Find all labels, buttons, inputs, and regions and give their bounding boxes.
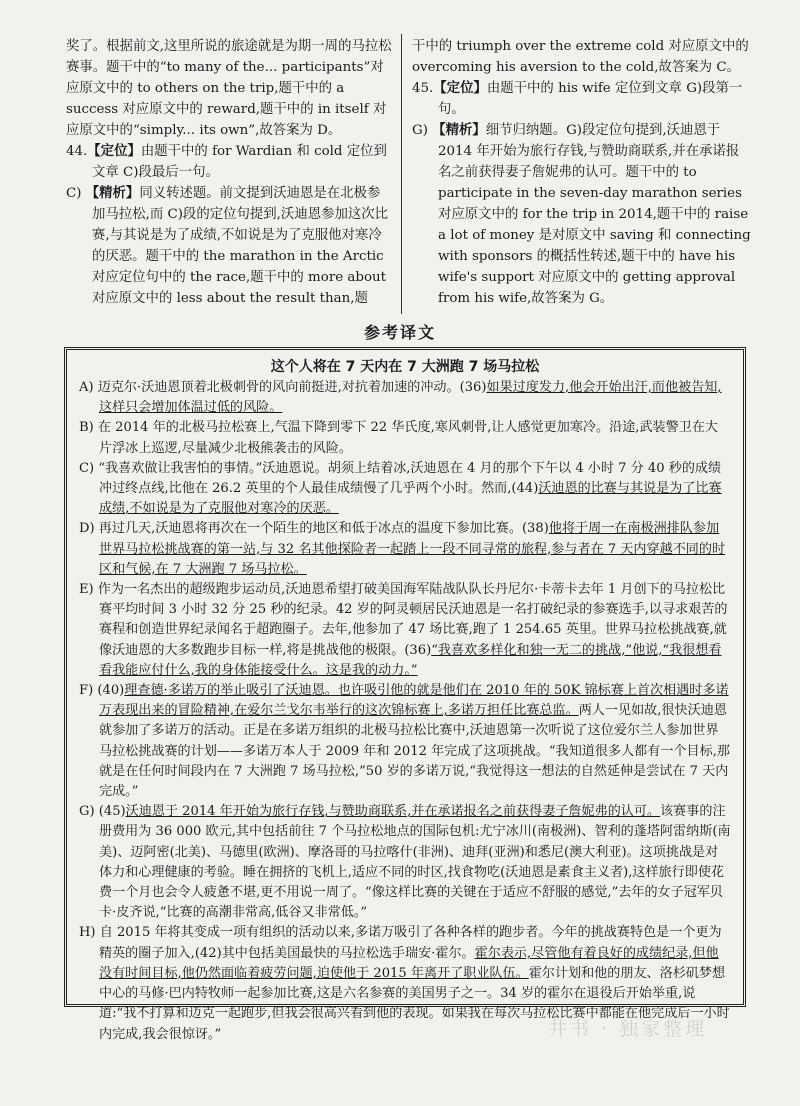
paragraph-b [79, 418, 731, 458]
paragraph-f [79, 681, 731, 802]
question-number: 44. [66, 144, 88, 159]
paragraph-text: 在 2014 年的北极马拉松赛上,气温下降到零下 22 华氏度,寒风刺骨,让人感觉更加寒冷。沿途,武装警卫在大片浮冰上巡逻,尽量减少北极熊袭击的风险。 [97, 420, 719, 456]
answer-paragraph: 奖了。根据前文,这里所说的旅途就是为期一周的马拉松赛事。题干中的“to many of the... participants”对应原文中的 to others on the trip,题干中的 a success 对应原文中的 reward,题干中的 in itself 对应原文中的“simply... its own”,故答案为 D。 [66, 39, 392, 138]
question-44-analysis [66, 183, 392, 309]
paragraph-e [79, 580, 731, 681]
paragraph-label: B) [79, 420, 94, 436]
question-44-locate [66, 141, 392, 183]
underlined-text: 如果过度发力,他会开始出汗,而他被告知,这样只会增加体温过低的风险。 [99, 380, 722, 416]
paragraph-text: 该赛事的注册费用为 36 000 欧元,其中包括前往 7 个马拉松地点的国际包机:尤宁冰川(南极洲)、智利的蓬塔阿雷纳斯(南美)、迈阿密(北美)、马德里(欧洲)、摩洛哥的马拉喀什(非洲)、迪拜(亚洲)和悉尼(澳大利亚)。这项挑战是对体力和心理健康的考验。睡在拥挤的飞机上,适应不同的时区,找食物吃(沃迪恩是素食主义者),这样旅行即使花费一个月也会令人疲惫不堪,更不用说一周了。“像这样比赛的关键在于适应不舒服的感觉,”去年的女子冠军贝卡·皮齐说,“比赛的高潮非常高,低谷又非常低。” [99, 804, 731, 921]
underlined-text: 他将于周一在南极洲排队参加世界马拉松挑战赛的第一站,与 32 名其他探险者一起踏上一段不同寻常的旅程,参与者在 7 天内穿越不同的时区和气候,在 7 大洲跑 7 场马拉松。 [99, 521, 726, 577]
right-column [412, 36, 752, 309]
analysis-tag: 【精析】 [432, 122, 486, 138]
paragraph-text: 霍尔计划和他的朋友、洛杉矶梦想中心的马修·巴内特牧师一起参加比赛,这是六名参赛的美国男子之一。34 岁的霍尔在退役后开始举重,说道:“我不打算和迈克一起跑步,但我会很高兴看到他的表现。如果我在每次马拉松比赛中都能在他完成后一小时内完成,我会很惊讶。” [99, 965, 730, 1042]
paragraph-text: 再过几天,沃迪恩将再次在一个陌生的地区和低于冰点的温度下参加比赛。(38) [98, 521, 549, 537]
paragraph-text: “我喜欢做让我害怕的事情。”沃迪恩说。胡须上结着冰,沃迪恩在 4 月的那个下午以 4 小时 7 分 40 秒的成绩冲过终点线,比他在 26.2 英里的个人最佳成绩慢了几乎两个小时。然而,(44) [98, 460, 722, 497]
paragraph-text: 自 2015 年将其变成一项有组织的活动以来,多诺万吸引了各种各样的跑步者。今年的挑战赛特色是一个更为精英的圈子加入,(42)其中包括美国最快的马拉松选手瑞安·霍尔。 [99, 925, 722, 961]
locate-text: 由题干中的 his wife 定位到文章 G)段第一句。 [438, 81, 743, 117]
underlined-text: 沃迪恩于 2014 年开始为旅行存钱,与赞助商联系,并在承诺报名之前获得妻子詹妮弗的认可。 [125, 804, 661, 820]
paragraph-label: G) [79, 804, 95, 820]
paragraph-label: D) [79, 521, 95, 537]
paragraph-label: E) [79, 582, 94, 598]
question-marker: (45) [98, 804, 126, 820]
locate-tag: 【定位】 [433, 80, 487, 96]
underlined-text: 理查德·多诺万的举止吸引了沃迪恩。也许吸引他的就是他们在 2010 年的 50K 锦标赛上首次相遇时多诺万表现出来的冒险精神,在爱尔兰戈尔韦举行的这次锦标赛上,多诺万担任比赛总监。 [99, 683, 729, 719]
locate-tag: 【定位】 [87, 143, 141, 159]
underlined-text: 沃迪恩的比赛与其说是为了比赛成绩,不如说是为了克服他对寒冷的厌恶。 [99, 481, 722, 517]
analysis-text: 细节归纳题。G)段定位句提到,沃迪恩于 2014 年开始为旅行存钱,与赞助商联系,并在承诺报名之前获得妻子詹妮弗的认可。题干中的 to participate in the seven-day marathon series 对应原文中的 for the trip in 2014,题干中的 raise a lot of money 是对原文中 saving 和 connecting with sponsors 的概括性转述,题干中的 have his wife's support 对应原文中的 getting approval from his wife,故答案为 G。 [438, 123, 751, 306]
analysis-tag: 【精析】 [85, 185, 140, 201]
translation-title: 这个人将在 7 天内在 7 大洲跑 7 场马拉松 [270, 359, 540, 375]
paragraph-c [79, 459, 731, 520]
watermark: 井书 · 独家整理 [548, 1018, 708, 1040]
question-45-analysis [412, 120, 752, 309]
answer-letter: G) [412, 123, 428, 138]
analysis-text: 同义转述题。前文提到沃迪恩是在北极参加马拉松,而 C)段的定位句提到,沃迪恩参加这次比赛,与其说是为了成绩,不如说是为了克服他对寒冷的厌恶。题干中的 the marathon in the Arctic 对应定位句中的 the race,题干中的 more about 对应原文中的 less about the result than,题 [92, 186, 389, 306]
paragraph-label: A) [79, 380, 94, 395]
question-45-locate [412, 78, 752, 120]
locate-text: 由题干中的 for Wardian 和 cold 定位到文章 C)段最后一句。 [92, 144, 387, 180]
question-number: 45. [412, 81, 434, 96]
paragraph-text: 迈克尔·沃迪恩顶着北极刺骨的风向前挺进,对抗着加速的冲动。(36) [97, 380, 487, 395]
paragraph-label: C) [79, 460, 95, 476]
paragraph-label: F) [79, 683, 94, 699]
question-marker: (40) [97, 683, 125, 699]
column-divider [401, 34, 402, 314]
paragraph-text: 两人一见如故,很快沃迪恩就参加了多诺万的活动。正是在多诺万组织的北极马拉松比赛中,沃迪恩第一次听说了这位爱尔兰人参加世界马拉松挑战赛的计划——多诺万本人于 2009 年和 2012 年完成了这项挑战。“我知道很多人都有一个目标,那就是在任何时间段内在 7 大洲跑 7 场马拉松,”50 岁的多诺万说,“我觉得这一想法的自然延伸是尝试在 7 天内完成。” [99, 703, 730, 800]
answer-paragraph: 干中的 triumph over the extreme cold 对应原文中的 overcoming his aversion to the cold,故答案为 C。 [412, 39, 749, 75]
paragraph-g [79, 802, 731, 923]
underlined-text: 霍尔表示,尽管他有着良好的成绩纪录,但他没有时间目标,他仍然面临着疲劳问题,迫使他于 2015 年离开了职业队伍。 [99, 945, 719, 981]
section-title: 参考译文 [363, 323, 436, 342]
paragraph-d [79, 519, 731, 580]
underlined-text: “我喜欢多样化和独一无二的挑战,”他说,“我很想看看我能应付什么,我的身体能接受什么。这是我的动力。” [99, 642, 722, 678]
paragraph-label: H) [79, 925, 96, 941]
answer-letter: C) [66, 186, 82, 201]
paragraph-text: 作为一名杰出的超级跑步运动员,沃迪恩希望打破美国海军陆战队队长丹尼尔·卡蒂卡去年 1 月创下的马拉松比赛平均时间 3 小时 32 分 25 秒的纪录。42 岁的阿灵顿居民沃迪恩是一名打破纪录的参赛选手,以寻求艰苦的赛程和创造世界纪录闻名于超跑圈子。去年,他参加了 47 场比赛,跑了 1 254.65 英里。世界马拉松挑战赛,就像沃迪恩的大多数跑步目标一样,将是挑战他的极限。(36) [97, 582, 728, 658]
paragraph-a [79, 378, 731, 418]
left-column [66, 36, 392, 309]
